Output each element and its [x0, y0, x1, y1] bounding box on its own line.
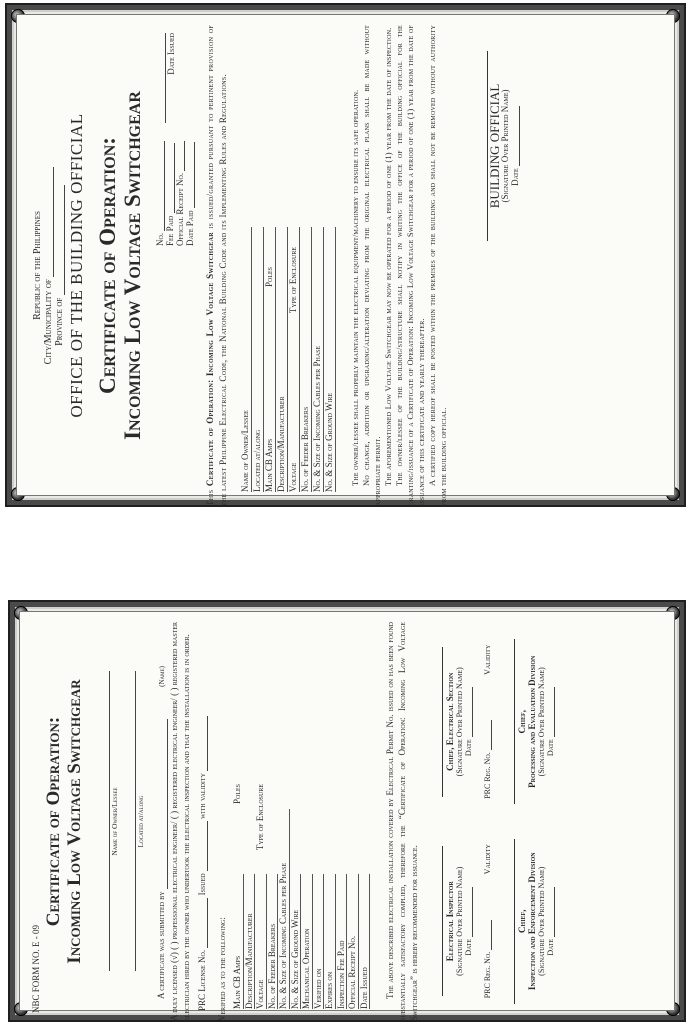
owner-label: Name of Owner/Lessee [110, 787, 119, 856]
prc-row: PRC Reg. No. Validity PRC Reg. No. Validity [483, 644, 492, 999]
submitted-by: A certificate was submitted by (Name) [156, 666, 166, 999]
office-title: OFFICE OF THE BUILDING OFFICIAL [67, 113, 86, 418]
issuance-paragraph: This Certificate of Operation: Incoming Low Voltage Switchgear is issued/granted pursuant to pertinent provision of the latest Philippine Electrical Code, the National Building Code and its Implementing Rules and Regulations. [205, 25, 228, 506]
building-official-signature: BUILDING OFFICIAL (Signature Over Printed Name) Date [487, 46, 520, 246]
form-number: NBC FORM NO. E - 09 [31, 924, 41, 1013]
certificate-content [22, 25, 680, 506]
certificate-paper [16, 14, 675, 506]
province-label: Province of [54, 297, 65, 346]
inspection-title-line1: Certificate of Operation: [43, 716, 64, 927]
prc-line: PRC License No. Issued with validity [196, 622, 208, 1021]
located-label: Located at/along [136, 795, 145, 848]
city-label: City/Municipality of [43, 279, 54, 365]
certificate-title-line1: Certificate of Operation: [95, 137, 120, 394]
closing-paragraph: The above described electrical installation covered by Electrical Permit No. issued on has been found substantially satisfactory complied, therefore the “Certificate of Operation: Incoming Low Voltage Switchgear” is hereby recommended for issuance. [385, 622, 419, 1021]
fee-block: No. Fee Paid Official Receipt No. Date Paid [155, 25, 195, 246]
inspection-body: A duly licensed (√) ( ) professional electrical engineer/ ( ) registered electrical engineer/ ( ) registered master electrician hired by the owner who undertook the electrical inspection and that the installation is in order. [169, 622, 191, 1021]
certificate-title-line2: Incoming Low Voltage Switchgear [120, 91, 145, 440]
conditions-notes: The owner/lessee shall properly maintain the electrical equipment/machinery to ensure its safe operation. No change, addition or upgrading/alteration deviating from the original electrical plans shall be made without appropriate permit. The aforementioned Low Voltage Switchgear may now be operated for a period of one (1) year from the date of inspection. The owner/lessee of the building/structure shall notify in writing the office of the building official for the granting/issuance of a Certificate of Operation: Incoming Low Voltage Switchgear for a period of one (1) year from the date of issuance of this certificate and yearly thereafter. A certified copy hereof shall be posted within the premises of the building and shall not be removed without authority from the building official. [350, 25, 448, 506]
equipment-fields: Name of Owner/Lessee Located at/along Main CB Amps Poles Description/Manufacturer Voltage Type of Enclosure No. of Feeder Breakers No. & Size of Incoming Cables per Phase No. & Size of Ground Wire [240, 25, 336, 492]
certificate-sheet-bottom [8, 600, 686, 1022]
inspection-paper [19, 611, 675, 1021]
verified-fields: Main CB Amps Poles Description/Manufacturer Voltage Type of Enclosure No. of Feeder Breakers No. & Size of Incoming Cables per Phase No. & Size of Ground Wire Mechanical Operation Verified on Expires on Inspection Fee Paid Official Receipt No. Date Issued [232, 784, 369, 1009]
republic-label: Republic of the Philippines [32, 211, 43, 320]
certificate-sheet-top [5, 3, 686, 507]
signatures-row-1: Electrical Inspector (Signature Over Printed Name) Date Chief, Electrical Section (Signature Over Printed Name) Date [442, 622, 473, 1021]
date-issued-label: Date Issued [165, 33, 176, 506]
signatures-row-2: Chief, Inspection and Enforcement Division (Signature Over Printed Name) Date Chief, Processing and Evaluation Division (Signature Over Printed Name) Date [514, 622, 555, 1021]
verified-label: Verified as to the following: [217, 917, 227, 1021]
inspection-content [25, 622, 680, 1021]
inspection-title-line2: Incoming Low Voltage Switchgear [64, 679, 85, 964]
